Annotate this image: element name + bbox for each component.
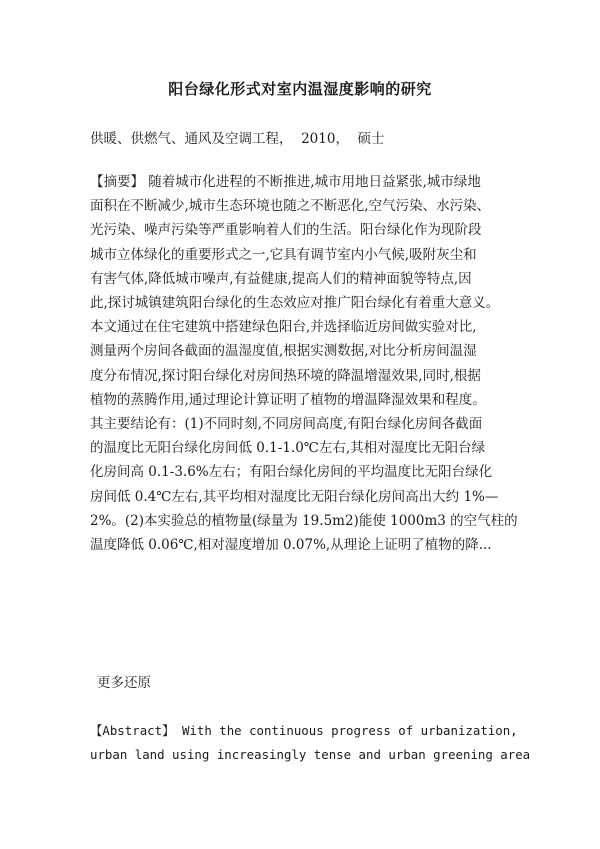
meta-separator-2: ， xyxy=(335,131,349,147)
abstract-line: 2%。(2)本实验总的植物量(绿量为 19.5m2)能使 1000m3 的空气柱的 xyxy=(90,512,518,529)
abstract-line: 房间低 0.4℃左右,其平均相对湿度比无阳台绿化房间高出大约 1%— xyxy=(90,488,499,505)
abstract-line: 此,探讨城镇建筑阳台绿化的生态效应对推广阳台绿化有着重大意义。 xyxy=(90,295,500,312)
abstract-line: 化房间高 0.1-3.6%左右；有阳台绿化房间的平均温度比无阳台绿化 xyxy=(90,464,493,481)
more-restore-link[interactable]: 更多还原 xyxy=(97,675,151,691)
meta-year: 2010 xyxy=(301,131,336,147)
abstract-line-text: 随着城市化进程的不断推进,城市用地日益紧张,城市绿地 xyxy=(148,174,481,190)
meta-separator: ， xyxy=(279,131,293,147)
abstract-line: 本文通过在住宅建筑中搭建绿色阳台,并选择临近房间做实验对比, xyxy=(90,319,477,336)
abstract-line: 的温度比无阳台绿化房间低 0.1-1.0℃左右,其相对湿度比无阳台绿 xyxy=(90,440,486,457)
abstract-english xyxy=(90,719,531,767)
meta-degree: 硕士 xyxy=(357,131,385,147)
abstract-en-line: urban land using increasingly tense and urban greening area xyxy=(90,747,531,762)
abstract-chinese xyxy=(90,170,520,557)
abstract-label: 【摘要】 xyxy=(90,174,144,190)
abstract-line: 测量两个房间各截面的温湿度值,根据实测数据,对比分析房间温湿 xyxy=(90,343,477,360)
abstract-en-label: 【Abstract】 xyxy=(90,723,175,738)
abstract-line: 有害气体,降低城市噪声,有益健康,提高人们的精神面貌等特点,因 xyxy=(90,270,472,287)
abstract-line: 植物的蒸腾作用,通过理论计算证明了植物的增温降湿效果和程度。 xyxy=(90,391,486,408)
abstract-en-line xyxy=(90,719,520,743)
abstract-line: 光污染、噪声污染等严重影响着人们的生活。阳台绿化作为现阶段 xyxy=(90,222,482,239)
meta-source: 供暖、供燃气、通风及空调工程 xyxy=(90,131,279,147)
abstract-en-line-text: With the continuous progress of urbanization, xyxy=(181,723,518,738)
document-title: 阳台绿化形式对室内温湿度影响的研究 xyxy=(168,80,432,98)
abstract-line: 其主要结论有：(1)不同时刻,不同房间高度,有阳台绿化房间各截面 xyxy=(90,416,483,433)
abstract-line: 度分布情况,探讨阳台绿化对房间热环境的降温增湿效果,同时,根据 xyxy=(90,367,481,384)
abstract-line: 城市立体绿化的重要形式之一,它具有调节室内小气候,吸附灰尘和 xyxy=(90,246,477,263)
abstract-line: 温度降低 0.06℃,相对湿度增加 0.07%,从理论上证明了植物的降... xyxy=(90,537,492,554)
abstract-line: 面积在不断减少,城市生态环境也随之不断恶化,空气污染、水污染、 xyxy=(90,198,491,215)
abstract-line xyxy=(90,170,520,194)
document-meta xyxy=(90,127,385,147)
